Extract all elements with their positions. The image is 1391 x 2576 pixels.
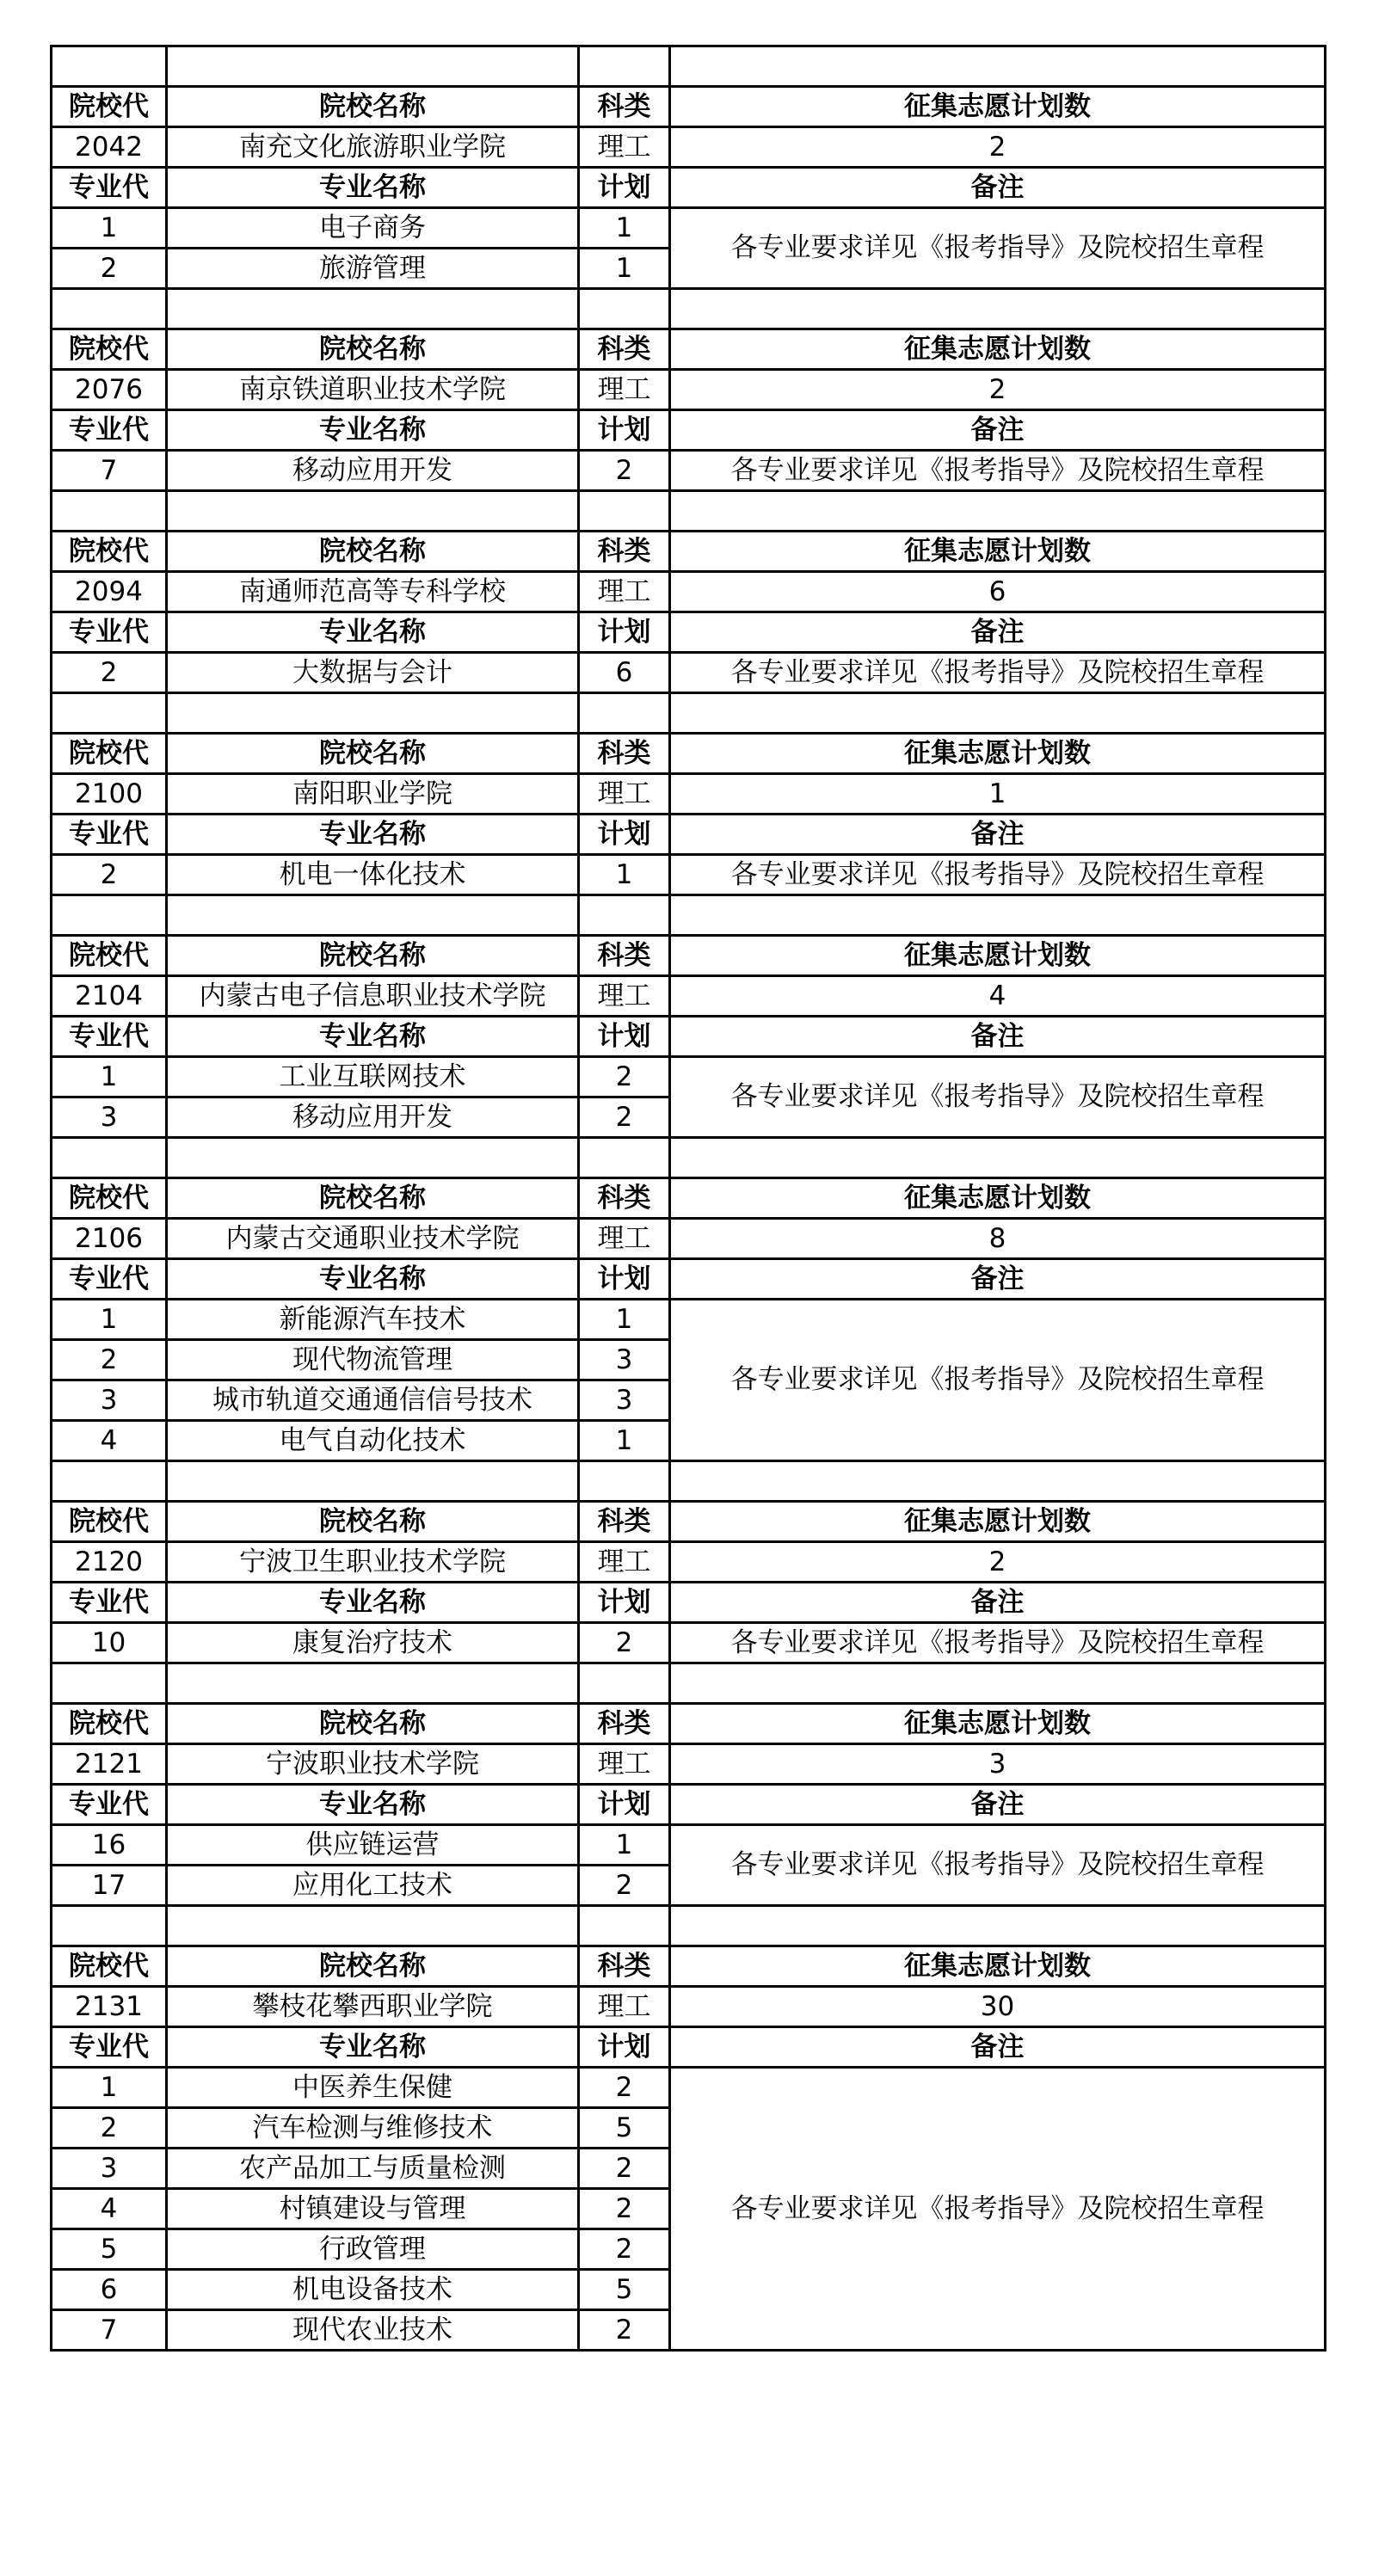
major-name: 移动应用开发: [167, 1097, 579, 1138]
major-name: 移动应用开发: [167, 451, 579, 491]
remark-note: 各专业要求详见《报考指导》及院校招生章程: [670, 1825, 1326, 1906]
major-code: 1: [52, 1300, 167, 1340]
major-name: 新能源汽车技术: [167, 1300, 579, 1340]
school-category: 理工: [579, 1219, 670, 1259]
major-code: 6: [52, 2270, 167, 2310]
remark-note: 各专业要求详见《报考指导》及院校招生章程: [670, 451, 1326, 491]
major-plan: 1: [579, 1421, 670, 1461]
major-code: 4: [52, 1421, 167, 1461]
remark-header: 备注: [670, 1017, 1326, 1057]
major-header-row: [52, 1583, 1326, 1623]
major-code: 7: [52, 2310, 167, 2351]
school-row: [52, 1987, 1326, 2027]
empty-cell: [579, 1663, 670, 1704]
major-header-row: [52, 1785, 1326, 1825]
major-plan: 1: [579, 1825, 670, 1866]
school-plan-count: 2: [670, 127, 1326, 168]
major-plan: 2: [579, 451, 670, 491]
spacer-row: [52, 1906, 1326, 1946]
major-plan: 1: [579, 1300, 670, 1340]
spacer-row: [52, 1461, 1326, 1502]
empty-cell: [579, 491, 670, 532]
school-category: 理工: [579, 370, 670, 410]
major-header-row: [52, 2027, 1326, 2068]
major-plan: 2: [579, 2229, 670, 2270]
plan-count-header: 征集志愿计划数: [670, 1178, 1326, 1219]
major-code-header: 专业代: [52, 1259, 167, 1300]
major-plan: 2: [579, 2189, 670, 2229]
empty-cell: [579, 693, 670, 734]
remark-note: 各专业要求详见《报考指导》及院校招生章程: [670, 208, 1326, 289]
major-code-header: 专业代: [52, 815, 167, 855]
school-category: 理工: [579, 127, 670, 168]
major-plan: 6: [579, 653, 670, 693]
major-plan-header: 计划: [579, 815, 670, 855]
major-plan: 5: [579, 2108, 670, 2149]
school-code: 2131: [52, 1987, 167, 2027]
remark-header: 备注: [670, 815, 1326, 855]
major-name-header: 专业名称: [167, 168, 579, 208]
major-plan: 2: [579, 1057, 670, 1097]
major-code: 3: [52, 2149, 167, 2189]
category-header: 科类: [579, 329, 670, 370]
major-name: 应用化工技术: [167, 1866, 579, 1906]
major-name-header: 专业名称: [167, 1583, 579, 1623]
school-name-header: 院校名称: [167, 329, 579, 370]
major-code: 2: [52, 2108, 167, 2149]
major-name: 电子商务: [167, 208, 579, 249]
school-code: 2120: [52, 1542, 167, 1583]
empty-cell: [167, 289, 579, 329]
major-code: 2: [52, 1340, 167, 1380]
empty-cell: [670, 491, 1326, 532]
major-code: 2: [52, 653, 167, 693]
major-plan: 3: [579, 1380, 670, 1421]
empty-cell: [52, 895, 167, 936]
school-plan-count: 3: [670, 1744, 1326, 1785]
remark-header: 备注: [670, 1259, 1326, 1300]
major-plan-header: 计划: [579, 168, 670, 208]
major-header-row: [52, 1259, 1326, 1300]
empty-cell: [579, 1906, 670, 1946]
category-header: 科类: [579, 734, 670, 774]
remark-header: 备注: [670, 1583, 1326, 1623]
school-plan-count: 6: [670, 572, 1326, 612]
major-code: 1: [52, 208, 167, 249]
school-row: [52, 1744, 1326, 1785]
school-header-row: [52, 1946, 1326, 1987]
remark-header: 备注: [670, 410, 1326, 451]
major-plan-header: 计划: [579, 612, 670, 653]
school-name: 南阳职业学院: [167, 774, 579, 815]
major-name: 现代农业技术: [167, 2310, 579, 2351]
school-name: 内蒙古交通职业技术学院: [167, 1219, 579, 1259]
school-header-row: [52, 532, 1326, 572]
plan-count-header: 征集志愿计划数: [670, 532, 1326, 572]
category-header: 科类: [579, 1178, 670, 1219]
major-row: [52, 1057, 1326, 1097]
spacer-row: [52, 693, 1326, 734]
school-code: 2106: [52, 1219, 167, 1259]
major-code-header: 专业代: [52, 1017, 167, 1057]
school-category: 理工: [579, 774, 670, 815]
school-code-header: 院校代: [52, 936, 167, 976]
major-header-row: [52, 410, 1326, 451]
major-row: [52, 855, 1326, 895]
empty-cell: [52, 693, 167, 734]
major-code: 2: [52, 249, 167, 289]
school-row: [52, 1219, 1326, 1259]
major-name-header: 专业名称: [167, 2027, 579, 2068]
major-name: 现代物流管理: [167, 1340, 579, 1380]
empty-cell: [670, 1663, 1326, 1704]
school-plan-count: 8: [670, 1219, 1326, 1259]
remark-note: 各专业要求详见《报考指导》及院校招生章程: [670, 1623, 1326, 1663]
major-code-header: 专业代: [52, 1785, 167, 1825]
empty-cell: [52, 289, 167, 329]
school-code-header: 院校代: [52, 734, 167, 774]
school-code-header: 院校代: [52, 1178, 167, 1219]
major-plan-header: 计划: [579, 410, 670, 451]
empty-cell: [52, 491, 167, 532]
school-category: 理工: [579, 1744, 670, 1785]
major-name: 中医养生保健: [167, 2068, 579, 2108]
plan-count-header: 征集志愿计划数: [670, 936, 1326, 976]
school-category: 理工: [579, 1542, 670, 1583]
major-header-row: [52, 1017, 1326, 1057]
plan-count-header: 征集志愿计划数: [670, 1946, 1326, 1987]
major-row: [52, 1300, 1326, 1340]
major-header-row: [52, 612, 1326, 653]
school-code: 2042: [52, 127, 167, 168]
category-header: 科类: [579, 936, 670, 976]
school-row: [52, 1542, 1326, 1583]
school-header-row: [52, 734, 1326, 774]
school-code: 2104: [52, 976, 167, 1017]
school-code-header: 院校代: [52, 1704, 167, 1744]
plan-count-header: 征集志愿计划数: [670, 1502, 1326, 1542]
remark-header: 备注: [670, 612, 1326, 653]
major-code: 2: [52, 855, 167, 895]
school-name-header: 院校名称: [167, 1178, 579, 1219]
major-code-header: 专业代: [52, 168, 167, 208]
school-name: 宁波卫生职业技术学院: [167, 1542, 579, 1583]
school-name: 南通师范高等专科学校: [167, 572, 579, 612]
spacer-row: [52, 289, 1326, 329]
empty-cell: [579, 895, 670, 936]
school-header-row: [52, 329, 1326, 370]
school-header-row: [52, 1502, 1326, 1542]
major-name-header: 专业名称: [167, 1259, 579, 1300]
major-header-row: [52, 168, 1326, 208]
empty-cell: [167, 1461, 579, 1502]
school-header-row: [52, 87, 1326, 127]
spacer-row: [52, 895, 1326, 936]
major-name: 村镇建设与管理: [167, 2189, 579, 2229]
school-plan-count: 1: [670, 774, 1326, 815]
school-row: [52, 572, 1326, 612]
empty-cell: [579, 289, 670, 329]
empty-cell: [167, 46, 579, 87]
major-name-header: 专业名称: [167, 1785, 579, 1825]
remark-header: 备注: [670, 168, 1326, 208]
major-name: 行政管理: [167, 2229, 579, 2270]
school-name-header: 院校名称: [167, 1946, 579, 1987]
empty-cell: [52, 46, 167, 87]
major-row: [52, 451, 1326, 491]
empty-cell: [670, 46, 1326, 87]
major-name: 城市轨道交通通信信号技术: [167, 1380, 579, 1421]
major-plan: 1: [579, 855, 670, 895]
major-plan: 2: [579, 2068, 670, 2108]
major-name: 康复治疗技术: [167, 1623, 579, 1663]
major-plan-header: 计划: [579, 1259, 670, 1300]
school-row: [52, 976, 1326, 1017]
plan-count-header: 征集志愿计划数: [670, 329, 1326, 370]
major-plan-header: 计划: [579, 2027, 670, 2068]
school-name-header: 院校名称: [167, 1502, 579, 1542]
spacer-row: [52, 1138, 1326, 1178]
major-name-header: 专业名称: [167, 815, 579, 855]
major-code: 4: [52, 2189, 167, 2229]
major-plan: 2: [579, 2310, 670, 2351]
school-header-row: [52, 936, 1326, 976]
empty-cell: [579, 1138, 670, 1178]
major-name: 农产品加工与质量检测: [167, 2149, 579, 2189]
major-code-header: 专业代: [52, 612, 167, 653]
empty-cell: [167, 491, 579, 532]
remark-note: 各专业要求详见《报考指导》及院校招生章程: [670, 2068, 1326, 2351]
major-code: 7: [52, 451, 167, 491]
major-name: 工业互联网技术: [167, 1057, 579, 1097]
major-code: 1: [52, 1057, 167, 1097]
major-name-header: 专业名称: [167, 1017, 579, 1057]
school-category: 理工: [579, 572, 670, 612]
spacer-row: [52, 46, 1326, 87]
major-code-header: 专业代: [52, 2027, 167, 2068]
major-plan: 2: [579, 1623, 670, 1663]
school-header-row: [52, 1178, 1326, 1219]
major-name: 旅游管理: [167, 249, 579, 289]
school-name-header: 院校名称: [167, 1704, 579, 1744]
school-name-header: 院校名称: [167, 87, 579, 127]
major-code: 5: [52, 2229, 167, 2270]
school-code: 2076: [52, 370, 167, 410]
school-name: 攀枝花攀西职业学院: [167, 1987, 579, 2027]
school-name-header: 院校名称: [167, 532, 579, 572]
school-plan-count: 2: [670, 370, 1326, 410]
major-row: [52, 653, 1326, 693]
school-name: 南充文化旅游职业学院: [167, 127, 579, 168]
major-code: 3: [52, 1380, 167, 1421]
category-header: 科类: [579, 1946, 670, 1987]
school-row: [52, 127, 1326, 168]
school-code-header: 院校代: [52, 87, 167, 127]
plan-count-header: 征集志愿计划数: [670, 734, 1326, 774]
major-row: [52, 2068, 1326, 2108]
empty-cell: [670, 1461, 1326, 1502]
school-name: 内蒙古电子信息职业技术学院: [167, 976, 579, 1017]
empty-cell: [52, 1906, 167, 1946]
remark-note: 各专业要求详见《报考指导》及院校招生章程: [670, 653, 1326, 693]
empty-cell: [670, 1138, 1326, 1178]
major-name-header: 专业名称: [167, 612, 579, 653]
empty-cell: [167, 1906, 579, 1946]
plan-count-header: 征集志愿计划数: [670, 1704, 1326, 1744]
major-row: [52, 208, 1326, 249]
school-code-header: 院校代: [52, 532, 167, 572]
school-category: 理工: [579, 1987, 670, 2027]
empty-cell: [670, 1906, 1326, 1946]
school-row: [52, 370, 1326, 410]
major-row: [52, 1623, 1326, 1663]
major-plan-header: 计划: [579, 1017, 670, 1057]
spacer-row: [52, 1663, 1326, 1704]
major-name: 汽车检测与维修技术: [167, 2108, 579, 2149]
major-name-header: 专业名称: [167, 410, 579, 451]
major-name: 供应链运营: [167, 1825, 579, 1866]
major-code: 10: [52, 1623, 167, 1663]
school-plan-count: 30: [670, 1987, 1326, 2027]
enrollment-plan-body: [52, 46, 1326, 2351]
remark-note: 各专业要求详见《报考指导》及院校招生章程: [670, 855, 1326, 895]
empty-cell: [52, 1461, 167, 1502]
major-name: 电气自动化技术: [167, 1421, 579, 1461]
school-name-header: 院校名称: [167, 734, 579, 774]
empty-cell: [670, 289, 1326, 329]
empty-cell: [52, 1663, 167, 1704]
category-header: 科类: [579, 87, 670, 127]
school-name-header: 院校名称: [167, 936, 579, 976]
empty-cell: [167, 895, 579, 936]
remark-note: 各专业要求详见《报考指导》及院校招生章程: [670, 1057, 1326, 1138]
remark-note: 各专业要求详见《报考指导》及院校招生章程: [670, 1300, 1326, 1461]
school-header-row: [52, 1704, 1326, 1744]
remark-header: 备注: [670, 2027, 1326, 2068]
school-code: 2100: [52, 774, 167, 815]
empty-cell: [579, 1461, 670, 1502]
category-header: 科类: [579, 1502, 670, 1542]
spacer-row: [52, 491, 1326, 532]
empty-cell: [167, 1138, 579, 1178]
major-name: 机电设备技术: [167, 2270, 579, 2310]
empty-cell: [579, 46, 670, 87]
school-category: 理工: [579, 976, 670, 1017]
empty-cell: [167, 1663, 579, 1704]
major-code: 1: [52, 2068, 167, 2108]
school-plan-count: 2: [670, 1542, 1326, 1583]
major-code-header: 专业代: [52, 1583, 167, 1623]
major-plan-header: 计划: [579, 1785, 670, 1825]
major-plan: 2: [579, 1097, 670, 1138]
school-name: 南京铁道职业技术学院: [167, 370, 579, 410]
school-code: 2094: [52, 572, 167, 612]
major-header-row: [52, 815, 1326, 855]
empty-cell: [167, 693, 579, 734]
school-plan-count: 4: [670, 976, 1326, 1017]
school-row: [52, 774, 1326, 815]
enrollment-plan-table: [50, 45, 1326, 2352]
school-code-header: 院校代: [52, 1946, 167, 1987]
major-plan: 5: [579, 2270, 670, 2310]
empty-cell: [670, 895, 1326, 936]
plan-count-header: 征集志愿计划数: [670, 87, 1326, 127]
school-code: 2121: [52, 1744, 167, 1785]
major-code: 3: [52, 1097, 167, 1138]
school-name: 宁波职业技术学院: [167, 1744, 579, 1785]
major-plan: 3: [579, 1340, 670, 1380]
empty-cell: [670, 693, 1326, 734]
school-code-header: 院校代: [52, 1502, 167, 1542]
major-name: 大数据与会计: [167, 653, 579, 693]
category-header: 科类: [579, 1704, 670, 1744]
major-code: 16: [52, 1825, 167, 1866]
category-header: 科类: [579, 532, 670, 572]
major-plan: 2: [579, 2149, 670, 2189]
major-name: 机电一体化技术: [167, 855, 579, 895]
school-code-header: 院校代: [52, 329, 167, 370]
major-plan: 1: [579, 249, 670, 289]
major-code: 17: [52, 1866, 167, 1906]
empty-cell: [52, 1138, 167, 1178]
major-plan: 1: [579, 208, 670, 249]
remark-header: 备注: [670, 1785, 1326, 1825]
major-plan-header: 计划: [579, 1583, 670, 1623]
major-row: [52, 1825, 1326, 1866]
major-plan: 2: [579, 1866, 670, 1906]
major-code-header: 专业代: [52, 410, 167, 451]
